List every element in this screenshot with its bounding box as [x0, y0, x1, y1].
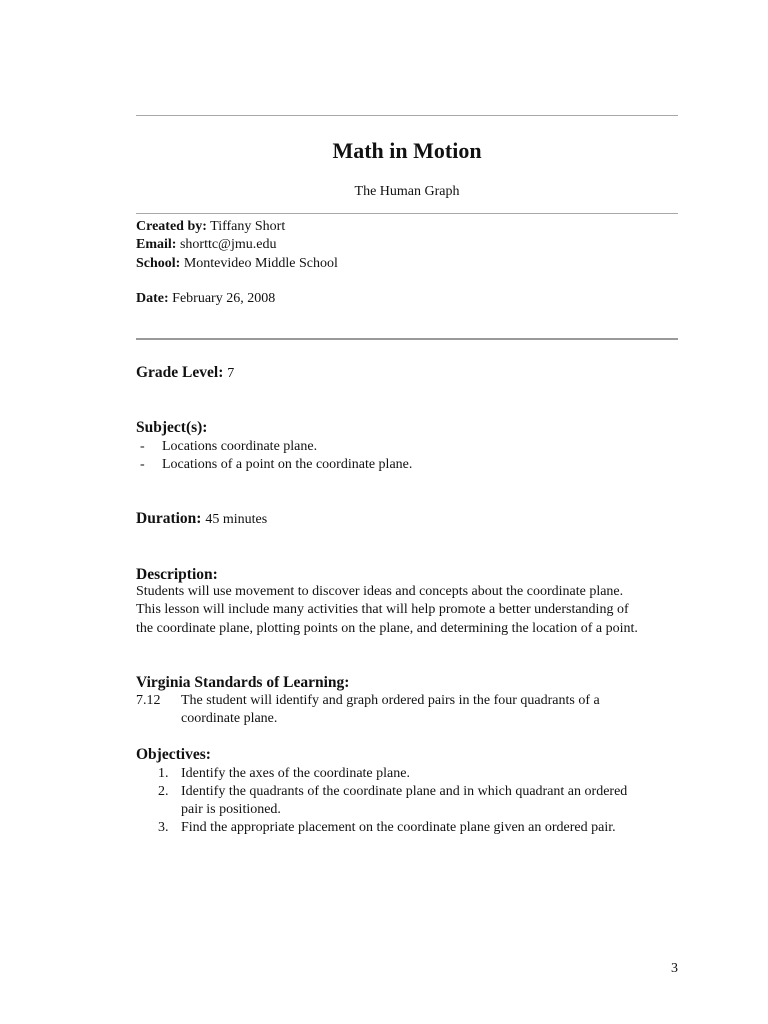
- header-divider: [136, 213, 678, 214]
- subjects-heading: Subject(s):: [136, 419, 208, 436]
- school-value: Montevideo Middle School: [183, 256, 338, 271]
- duration-line: [136, 509, 267, 530]
- objective-number: 2.: [158, 784, 169, 799]
- school-line: [136, 255, 338, 273]
- grade-level-value: 7: [227, 366, 235, 381]
- subject-item: Locations coordinate plane.: [162, 439, 318, 454]
- grade-level-line: [136, 363, 234, 384]
- created-by-value: Tiffany Short: [210, 219, 286, 234]
- email-line: [136, 236, 276, 254]
- objective-text-line: Identify the axes of the coordinate plane.: [181, 766, 410, 781]
- description-line: the coordinate plane, plotting points on the plane, and determining the location of a point.: [136, 621, 638, 636]
- grade-level-label: Grade Level:: [136, 364, 224, 381]
- description-heading: Description:: [136, 566, 218, 583]
- standards-heading: Virginia Standards of Learning:: [136, 674, 350, 691]
- duration-label: Duration:: [136, 510, 202, 527]
- created-by-label: Created by:: [136, 219, 207, 234]
- email-label: Email:: [136, 237, 177, 252]
- page-number: 3: [671, 961, 678, 976]
- standard-text-line: coordinate plane.: [181, 711, 278, 726]
- created-by-line: [136, 218, 285, 236]
- document-subtitle: The Human Graph: [354, 184, 460, 199]
- description-line: Students will use movement to discover ideas and concepts about the coordinate plane.: [136, 584, 624, 599]
- email-value: shorttc@jmu.edu: [179, 237, 277, 252]
- document-title: Math in Motion: [332, 138, 482, 163]
- school-label: School:: [136, 256, 181, 271]
- standard-number: 7.12: [136, 693, 161, 708]
- objective-number: 1.: [158, 766, 169, 781]
- objective-text-line: pair is positioned.: [181, 802, 281, 817]
- objective-text-line: Find the appropriate placement on the coordinate plane given an ordered pair.: [181, 820, 616, 835]
- subject-dash: -: [140, 439, 145, 454]
- objectives-heading: Objectives:: [136, 746, 211, 763]
- objective-number: 3.: [158, 820, 169, 835]
- date-line: [136, 290, 275, 308]
- top-divider: [136, 115, 678, 116]
- standard-text-line: The student will identify and graph ordered pairs in the four quadrants of a: [181, 693, 600, 708]
- subject-dash: -: [140, 457, 145, 472]
- description-line: This lesson will include many activities that will help promote a better understanding of: [136, 602, 629, 617]
- section-divider: [136, 338, 678, 340]
- objective-text-line: Identify the quadrants of the coordinate plane and in which quadrant an ordered: [181, 784, 628, 799]
- date-value: February 26, 2008: [172, 291, 276, 306]
- subject-item: Locations of a point on the coordinate plane.: [162, 457, 413, 472]
- duration-value: 45 minutes: [205, 512, 268, 527]
- date-label: Date:: [136, 291, 169, 306]
